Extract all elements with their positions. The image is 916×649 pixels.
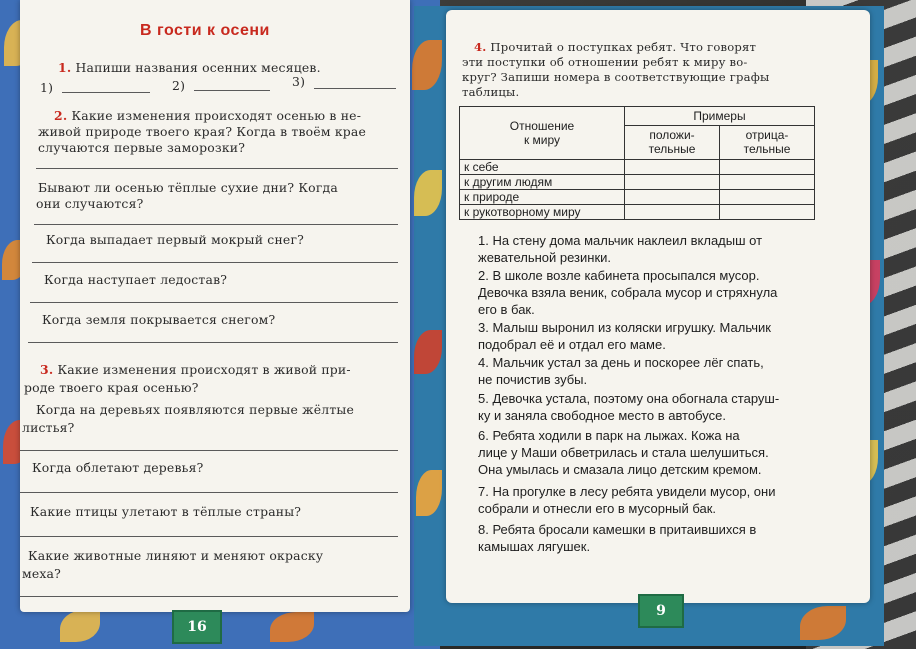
task3-q1-line-1: Когда на деревьях появляются первые жёлтые <box>36 402 354 417</box>
answer-line[interactable] <box>20 450 398 451</box>
task2-line-3: случаются первые заморозки? <box>38 140 246 155</box>
item-5-line-1: 5. Девочка устала, поэтому она обогнала старуш- <box>478 391 780 406</box>
table-row-label: к рукотворному миру <box>460 205 625 220</box>
table-row-label: к природе <box>460 190 625 205</box>
table-cell[interactable] <box>625 175 720 190</box>
table-row-label: к другим людям <box>460 175 625 190</box>
item-3-line-1: 3. Малыш выронил из коляски игрушку. Мальчик <box>478 320 771 335</box>
task3-line-2: роде твоего края осенью? <box>24 380 199 395</box>
task2-line-1: 2. Какие изменения происходят осенью в не- <box>54 108 362 123</box>
item-3-line-2: подобрал её и отдал его маме. <box>478 337 666 352</box>
table-cell[interactable] <box>625 160 720 175</box>
table-header-negative: отрица- тельные <box>720 125 815 159</box>
task2-q1-line-1: Бывают ли осенью тёплые сухие дни? Когда <box>38 180 338 195</box>
item-7-line-2: собрали и отнесли его в мусорный бак. <box>478 501 717 516</box>
task3-line-1: 3. Какие изменения происходят в живой при- <box>40 362 351 377</box>
table-row-label: к себе <box>460 160 625 175</box>
task2-q4: Когда земля покрывается снегом? <box>42 312 276 327</box>
task3-q4-line-2: меха? <box>22 566 61 581</box>
table-row <box>460 205 815 220</box>
item-2-line-1: 2. В школе возле кабинета просыпался мусор. <box>478 268 760 283</box>
answer-line[interactable] <box>20 536 398 537</box>
page-number-left: 16 <box>172 610 222 644</box>
task4-line-3: круг? Запиши номера в соответствующие графы <box>462 70 770 84</box>
answer-line[interactable] <box>20 492 398 493</box>
answer-line[interactable] <box>28 342 398 343</box>
month-blank-2[interactable] <box>194 90 270 91</box>
answer-line[interactable] <box>30 302 398 303</box>
task3-q4-line-1: Какие животные линяют и меняют окраску <box>28 548 324 563</box>
task3-q2: Когда облетают деревья? <box>32 460 204 475</box>
item-1-line-1: 1. На стену дома мальчик наклеил вкладыш от <box>478 233 763 248</box>
table-cell[interactable] <box>720 190 815 205</box>
item-8-line-2: камышах лягушек. <box>478 539 591 554</box>
month-blank-3[interactable] <box>314 88 396 89</box>
table-row <box>460 160 815 175</box>
task2-line-2: живой природе твоего края? Когда в твоём крае <box>38 124 367 139</box>
item-6-line-2: лице у Маши обветрилась и стала шелушиться. <box>478 445 769 460</box>
item-5-line-2: ку и заняла свободное место в автобусе. <box>478 408 726 423</box>
item-7-line-1: 7. На прогулке в лесу ребята увидели мусор, они <box>478 484 776 499</box>
item-1-line-2: жевательной резинки. <box>478 250 612 265</box>
table-cell[interactable] <box>720 205 815 220</box>
item-2-line-3: его в бак. <box>478 302 535 317</box>
task2-q2: Когда выпадает первый мокрый снег? <box>46 232 304 247</box>
table-row <box>460 175 815 190</box>
task4-line-4: таблицы. <box>462 85 520 99</box>
task1-text: 1. Напиши названия осенних месяцев. <box>58 60 321 75</box>
table-cell[interactable] <box>625 205 720 220</box>
table-header-relation: Отношение к миру <box>460 107 625 160</box>
task3-q1-line-2: листья? <box>22 420 75 435</box>
item-4-line-1: 4. Мальчик устал за день и поскорее лёг спать, <box>478 355 764 370</box>
table-cell[interactable] <box>720 175 815 190</box>
table-header-examples: Примеры <box>625 107 815 126</box>
table-cell[interactable] <box>625 190 720 205</box>
table-row <box>460 190 815 205</box>
page-number-right: 9 <box>638 594 684 628</box>
table-header-positive: положи- тельные <box>625 125 720 159</box>
month-blank-3-label: 3) <box>292 74 306 89</box>
item-6-line-1: 6. Ребята ходили в парк на лыжах. Кожа на <box>478 428 740 443</box>
item-8-line-1: 8. Ребята бросали камешки в притаившихся в <box>478 522 757 537</box>
month-blank-1[interactable] <box>62 92 150 93</box>
item-4-line-2: не почистив зубы. <box>478 372 588 387</box>
table-cell[interactable] <box>720 160 815 175</box>
answer-line[interactable] <box>36 168 398 169</box>
page-title: В гости к осени <box>140 22 270 39</box>
answer-line[interactable] <box>20 596 398 597</box>
answer-line[interactable] <box>32 262 398 263</box>
month-blank-1-label: 1) <box>40 80 54 95</box>
task4-line-2: эти поступки об отношении ребят к миру во- <box>462 55 748 69</box>
task2-q1-line-2: они случаются? <box>36 196 144 211</box>
task2-q3: Когда наступает ледостав? <box>44 272 228 287</box>
month-blank-2-label: 2) <box>172 78 186 93</box>
answer-line[interactable] <box>34 224 398 225</box>
item-6-line-3: Она умылась и смазала лицо детским кремом. <box>478 462 762 477</box>
task4-line-1: 4. Прочитай о поступках ребят. Что говорят <box>474 40 757 54</box>
item-2-line-2: Девочка взяла веник, собрала мусор и стряхнула <box>478 285 778 300</box>
attitude-table <box>459 106 815 220</box>
task3-q3: Какие птицы улетают в тёплые страны? <box>30 504 302 519</box>
